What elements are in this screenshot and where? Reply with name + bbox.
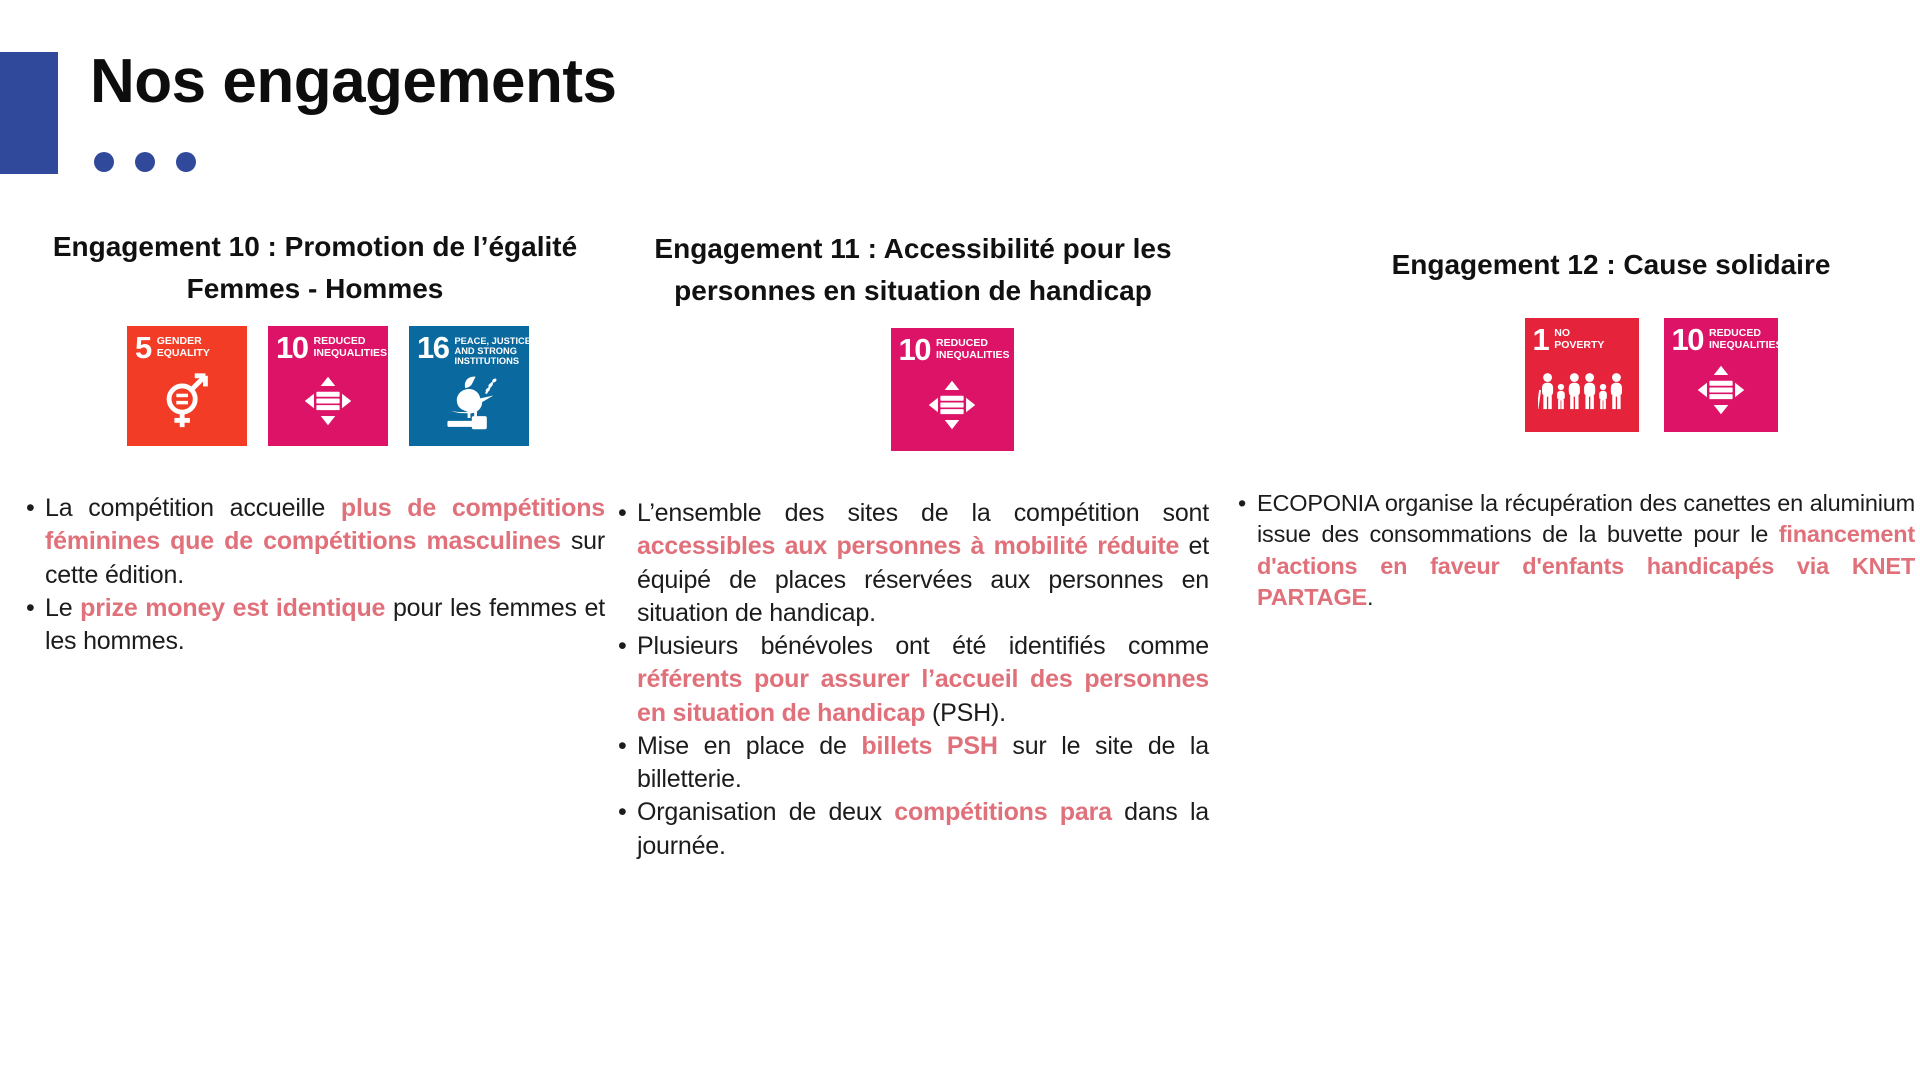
bullet-item <box>617 630 1209 730</box>
sdg-1-no-poverty-symbol <box>1533 353 1631 425</box>
bullet-list <box>1237 488 1915 613</box>
sdg-10-reduced-inequalities-icon <box>268 326 388 446</box>
bullet-item <box>617 730 1209 797</box>
sdg-5-gender-equality-symbol <box>135 361 239 439</box>
highlighted-text: accessibles aux personnes à mobilité réduite <box>637 532 1180 561</box>
body-text: dans la journée. <box>637 798 1210 860</box>
column-title <box>1237 244 1915 286</box>
column-title-line: Engagement 12 : Cause solidaire <box>1391 249 1831 280</box>
sdg-1-no-poverty-icon <box>1525 318 1639 432</box>
column-title <box>25 226 605 310</box>
sdg-10-reduced-inequalities-icon <box>891 328 1014 451</box>
highlighted-text: compétitions para <box>894 798 1112 827</box>
sdg-goal-number: 1 <box>1532 322 1549 357</box>
highlighted-text: billets PSH <box>861 731 998 760</box>
sdg-goal-number: 10 <box>898 332 930 367</box>
body-text: et équipé de places réservées aux personnes en situation de handicap. <box>637 532 1209 627</box>
sdg-10-reduced-inequalities-symbol <box>899 363 1006 444</box>
sdg-10-reduced-inequalities-icon <box>1664 318 1783 432</box>
title-dots-decoration <box>94 152 196 172</box>
highlighted-text: financement d'actions en faveur d'enfants handicapés via KNET PARTAGE <box>1257 521 1915 610</box>
highlighted-text: référents pour assurer l’accueil des personnes en situation de handicap <box>637 665 1209 727</box>
bullet-list <box>25 492 605 658</box>
sdg-10-reduced-inequalities-symbol <box>1672 353 1770 425</box>
column-title-line: Engagement 10 : Promotion de l’égalité <box>52 231 578 262</box>
sdg-goal-number: 5 <box>135 330 151 365</box>
body-text: La compétition accueille <box>45 494 341 522</box>
sdg-goal-label: NO POVERTY <box>1554 327 1605 351</box>
sdg-goal-number: 10 <box>1671 322 1703 357</box>
sdg-goal-label: GENDER EQUALITY <box>156 335 210 359</box>
body-text: sur cette édition. <box>45 527 605 589</box>
bullet-item <box>617 796 1209 863</box>
bullet-list <box>617 497 1209 863</box>
body-text: Plusieurs bénévoles ont été identifiés comme <box>637 632 1209 660</box>
sdg-goal-label: REDUCED INEQUALITIES <box>313 335 387 359</box>
dot <box>94 152 114 172</box>
body-text: pour les femmes et les hommes. <box>45 593 605 655</box>
sdg-goal-label: PEACE, JUSTICE AND STRONG INSTITUTIONS <box>454 336 531 367</box>
dot <box>135 152 155 172</box>
column-engagement-12 <box>1237 244 1915 613</box>
bullet-item <box>25 592 605 659</box>
column-title-line: Femmes - Hommes <box>186 273 444 304</box>
body-text: ECOPONIA organise la récupération des canettes en aluminium issue des consommations de la buvette pour le <box>1257 490 1915 548</box>
bullet-item <box>1237 488 1915 613</box>
body-text: L’ensemble des sites de la compétition sont <box>637 499 1209 527</box>
column-title-line: personnes en situation de handicap <box>674 275 1152 306</box>
sdg-goal-number: 16 <box>417 330 449 365</box>
sdg-goal-number: 10 <box>276 330 308 365</box>
page-title: Nos engagements <box>90 47 617 116</box>
sdg-5-gender-equality-icon <box>127 326 247 446</box>
body-text: Organisation de deux <box>637 798 895 827</box>
sdg-icons-row <box>25 326 605 446</box>
bullet-item <box>25 492 605 592</box>
dot <box>176 152 196 172</box>
body-text: . <box>1367 583 1374 610</box>
column-title-line: Engagement 11 : Accessibilité pour les <box>654 233 1172 264</box>
body-text: (PSH). <box>925 698 1006 727</box>
sdg-10-reduced-inequalities-symbol <box>276 361 380 439</box>
body-text: sur le site de la billetterie. <box>637 731 1209 793</box>
body-text: Mise en place de <box>637 731 862 760</box>
highlighted-text: plus de compétitions féminines que de compétitions masculines <box>45 494 605 556</box>
sdg-icons-row <box>1237 318 1915 432</box>
sdg-16-peace-justice-icon <box>409 326 529 446</box>
title-accent-square <box>0 52 58 174</box>
column-engagement-11 <box>617 228 1209 863</box>
sdg-icons-row <box>617 328 1209 451</box>
highlighted-text: prize money est identique <box>80 593 386 622</box>
bullet-item <box>617 497 1209 630</box>
sdg-goal-label: REDUCED INEQUALITIES <box>935 337 1010 361</box>
sdg-goal-label: REDUCED INEQUALITIES <box>1708 327 1783 351</box>
column-title <box>617 228 1209 312</box>
body-text: Le <box>45 593 81 622</box>
sdg-16-peace-justice-symbol <box>417 367 521 439</box>
column-engagement-10 <box>25 226 605 658</box>
